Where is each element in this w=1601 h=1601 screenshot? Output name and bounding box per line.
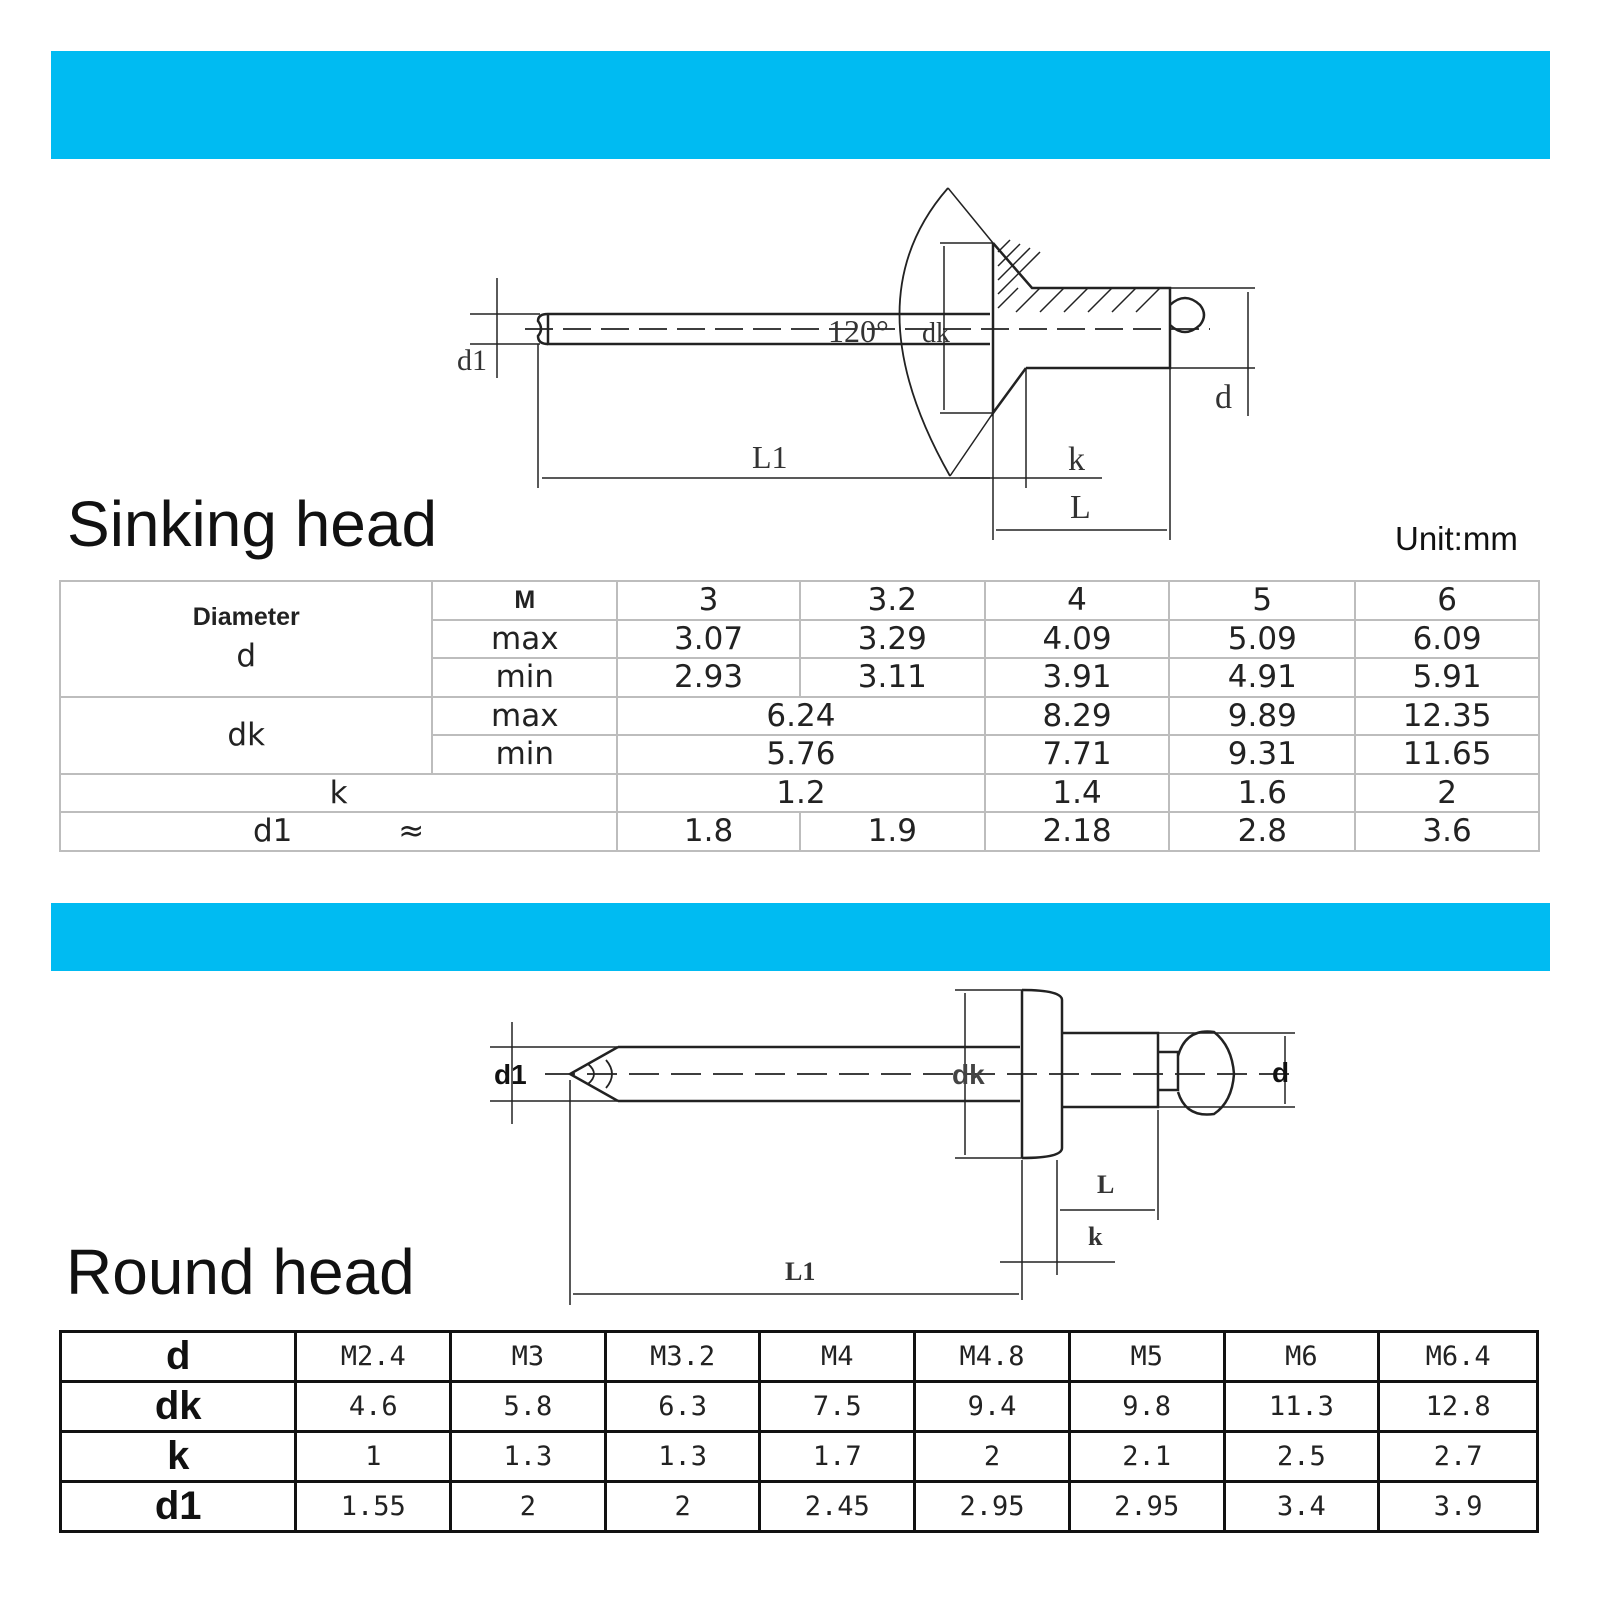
row-header-d1: d1 (61, 1482, 296, 1532)
dk-min-cell: 9.31 (1169, 735, 1355, 774)
d-max-cell: 6.09 (1355, 620, 1539, 659)
table-cell: 1 (296, 1432, 451, 1482)
table-cell: 2 (451, 1482, 606, 1532)
row-header-k: k (61, 1432, 296, 1482)
table-cell: 9.4 (915, 1382, 1070, 1432)
round-head-table (59, 1330, 1539, 1533)
k-cell: 1.2 (617, 774, 985, 813)
table-cell: M5 (1069, 1332, 1224, 1382)
d-row-label: d (236, 638, 257, 675)
table-row (61, 1382, 1538, 1432)
table-cell: 2 (605, 1482, 760, 1532)
dk-row-label: dk (60, 697, 432, 774)
table-cell: 2.45 (760, 1482, 915, 1532)
dk-max-cell: 9.89 (1169, 697, 1355, 736)
table-cell: M4.8 (915, 1332, 1070, 1382)
table-cell: M3 (451, 1332, 606, 1382)
k-label: k (1068, 441, 1085, 478)
d1-cell: 2.8 (1169, 812, 1355, 851)
table-cell: 1.3 (451, 1432, 606, 1482)
d1-cell: 1.8 (617, 812, 800, 851)
L-label: L (1070, 489, 1091, 526)
table-cell: 4.6 (296, 1382, 451, 1432)
table-cell: 2.95 (1069, 1482, 1224, 1532)
table-cell: 12.8 (1379, 1382, 1538, 1432)
table-cell: 2.7 (1379, 1432, 1538, 1482)
table-cell: M4 (760, 1332, 915, 1382)
table-cell: 11.3 (1224, 1382, 1379, 1432)
diameter-label: Diameter (192, 603, 300, 632)
table-cell: 2.5 (1224, 1432, 1379, 1482)
d1-label: d1 (457, 344, 487, 377)
max-label: max (432, 620, 617, 659)
table-cell: 5.8 (451, 1382, 606, 1432)
unit-label: Unit:mm (1395, 520, 1518, 557)
min-label: min (432, 658, 617, 697)
size-cell: 5 (1169, 581, 1355, 620)
table-cell: M2.4 (296, 1332, 451, 1382)
d-min-cell: 3.91 (985, 658, 1170, 697)
size-cell: 4 (985, 581, 1170, 620)
table-cell: M6.4 (1379, 1332, 1538, 1382)
d-min-cell: 4.91 (1169, 658, 1355, 697)
table-cell: M3.2 (605, 1332, 760, 1382)
table-cell: M6 (1224, 1332, 1379, 1382)
d1-row-label: d1 (252, 813, 293, 850)
table-cell: 3.9 (1379, 1482, 1538, 1532)
d-min-cell: 5.91 (1355, 658, 1539, 697)
dk-min-cell: 11.65 (1355, 735, 1539, 774)
d-label: d (1272, 1057, 1290, 1088)
dk-min-cell: 7.71 (985, 735, 1170, 774)
L-label: L (1097, 1170, 1115, 1199)
table-row (61, 1482, 1538, 1532)
k-label: k (1088, 1222, 1103, 1251)
d1-cell: 3.6 (1355, 812, 1539, 851)
k-cell: 1.6 (1169, 774, 1355, 813)
dk-min-cell: 5.76 (617, 735, 985, 774)
table-cell: 1.3 (605, 1432, 760, 1482)
approx-symbol: ≈ (398, 813, 425, 850)
table-cell: 7.5 (760, 1382, 915, 1432)
angle-label: 120° (828, 313, 889, 349)
d1-label: d1 (494, 1059, 527, 1090)
dk-label: dk (922, 318, 950, 349)
d-min-cell: 2.93 (617, 658, 800, 697)
L1-label: L1 (752, 439, 788, 475)
table-cell: 9.8 (1069, 1382, 1224, 1432)
dk-label: dk (952, 1059, 985, 1090)
table-cell: 1.55 (296, 1482, 451, 1532)
table-cell: 2.1 (1069, 1432, 1224, 1482)
sinking-head-title: Sinking head (67, 488, 438, 560)
k-row-label: k (60, 774, 617, 813)
row-header-d: d (61, 1332, 296, 1382)
k-cell: 1.4 (985, 774, 1170, 813)
table-cell: 2 (915, 1432, 1070, 1482)
M-label: M (432, 581, 617, 620)
d-label: d (1215, 379, 1232, 416)
table-cell: 6.3 (605, 1382, 760, 1432)
table-row (61, 1432, 1538, 1482)
d-min-cell: 3.11 (800, 658, 985, 697)
dk-max-cell: 8.29 (985, 697, 1170, 736)
table-cell: 1.7 (760, 1432, 915, 1482)
table-cell: 3.4 (1224, 1482, 1379, 1532)
size-cell: 3 (617, 581, 800, 620)
size-cell: 6 (1355, 581, 1539, 620)
d-max-cell: 3.07 (617, 620, 800, 659)
d-max-cell: 5.09 (1169, 620, 1355, 659)
d-max-cell: 3.29 (800, 620, 985, 659)
d1-cell: 2.18 (985, 812, 1170, 851)
d-max-cell: 4.09 (985, 620, 1170, 659)
dk-max-cell: 12.35 (1355, 697, 1539, 736)
L1-label: L1 (785, 1257, 816, 1286)
dk-max-cell: 6.24 (617, 697, 985, 736)
table-cell: 2.95 (915, 1482, 1070, 1532)
size-cell: 3.2 (800, 581, 985, 620)
row-header-dk: dk (61, 1382, 296, 1432)
min-label: min (432, 735, 617, 774)
round-head-title: Round head (66, 1236, 415, 1308)
table-row (61, 1332, 1538, 1382)
k-cell: 2 (1355, 774, 1539, 813)
d1-cell: 1.9 (800, 812, 985, 851)
max-label: max (432, 697, 617, 736)
